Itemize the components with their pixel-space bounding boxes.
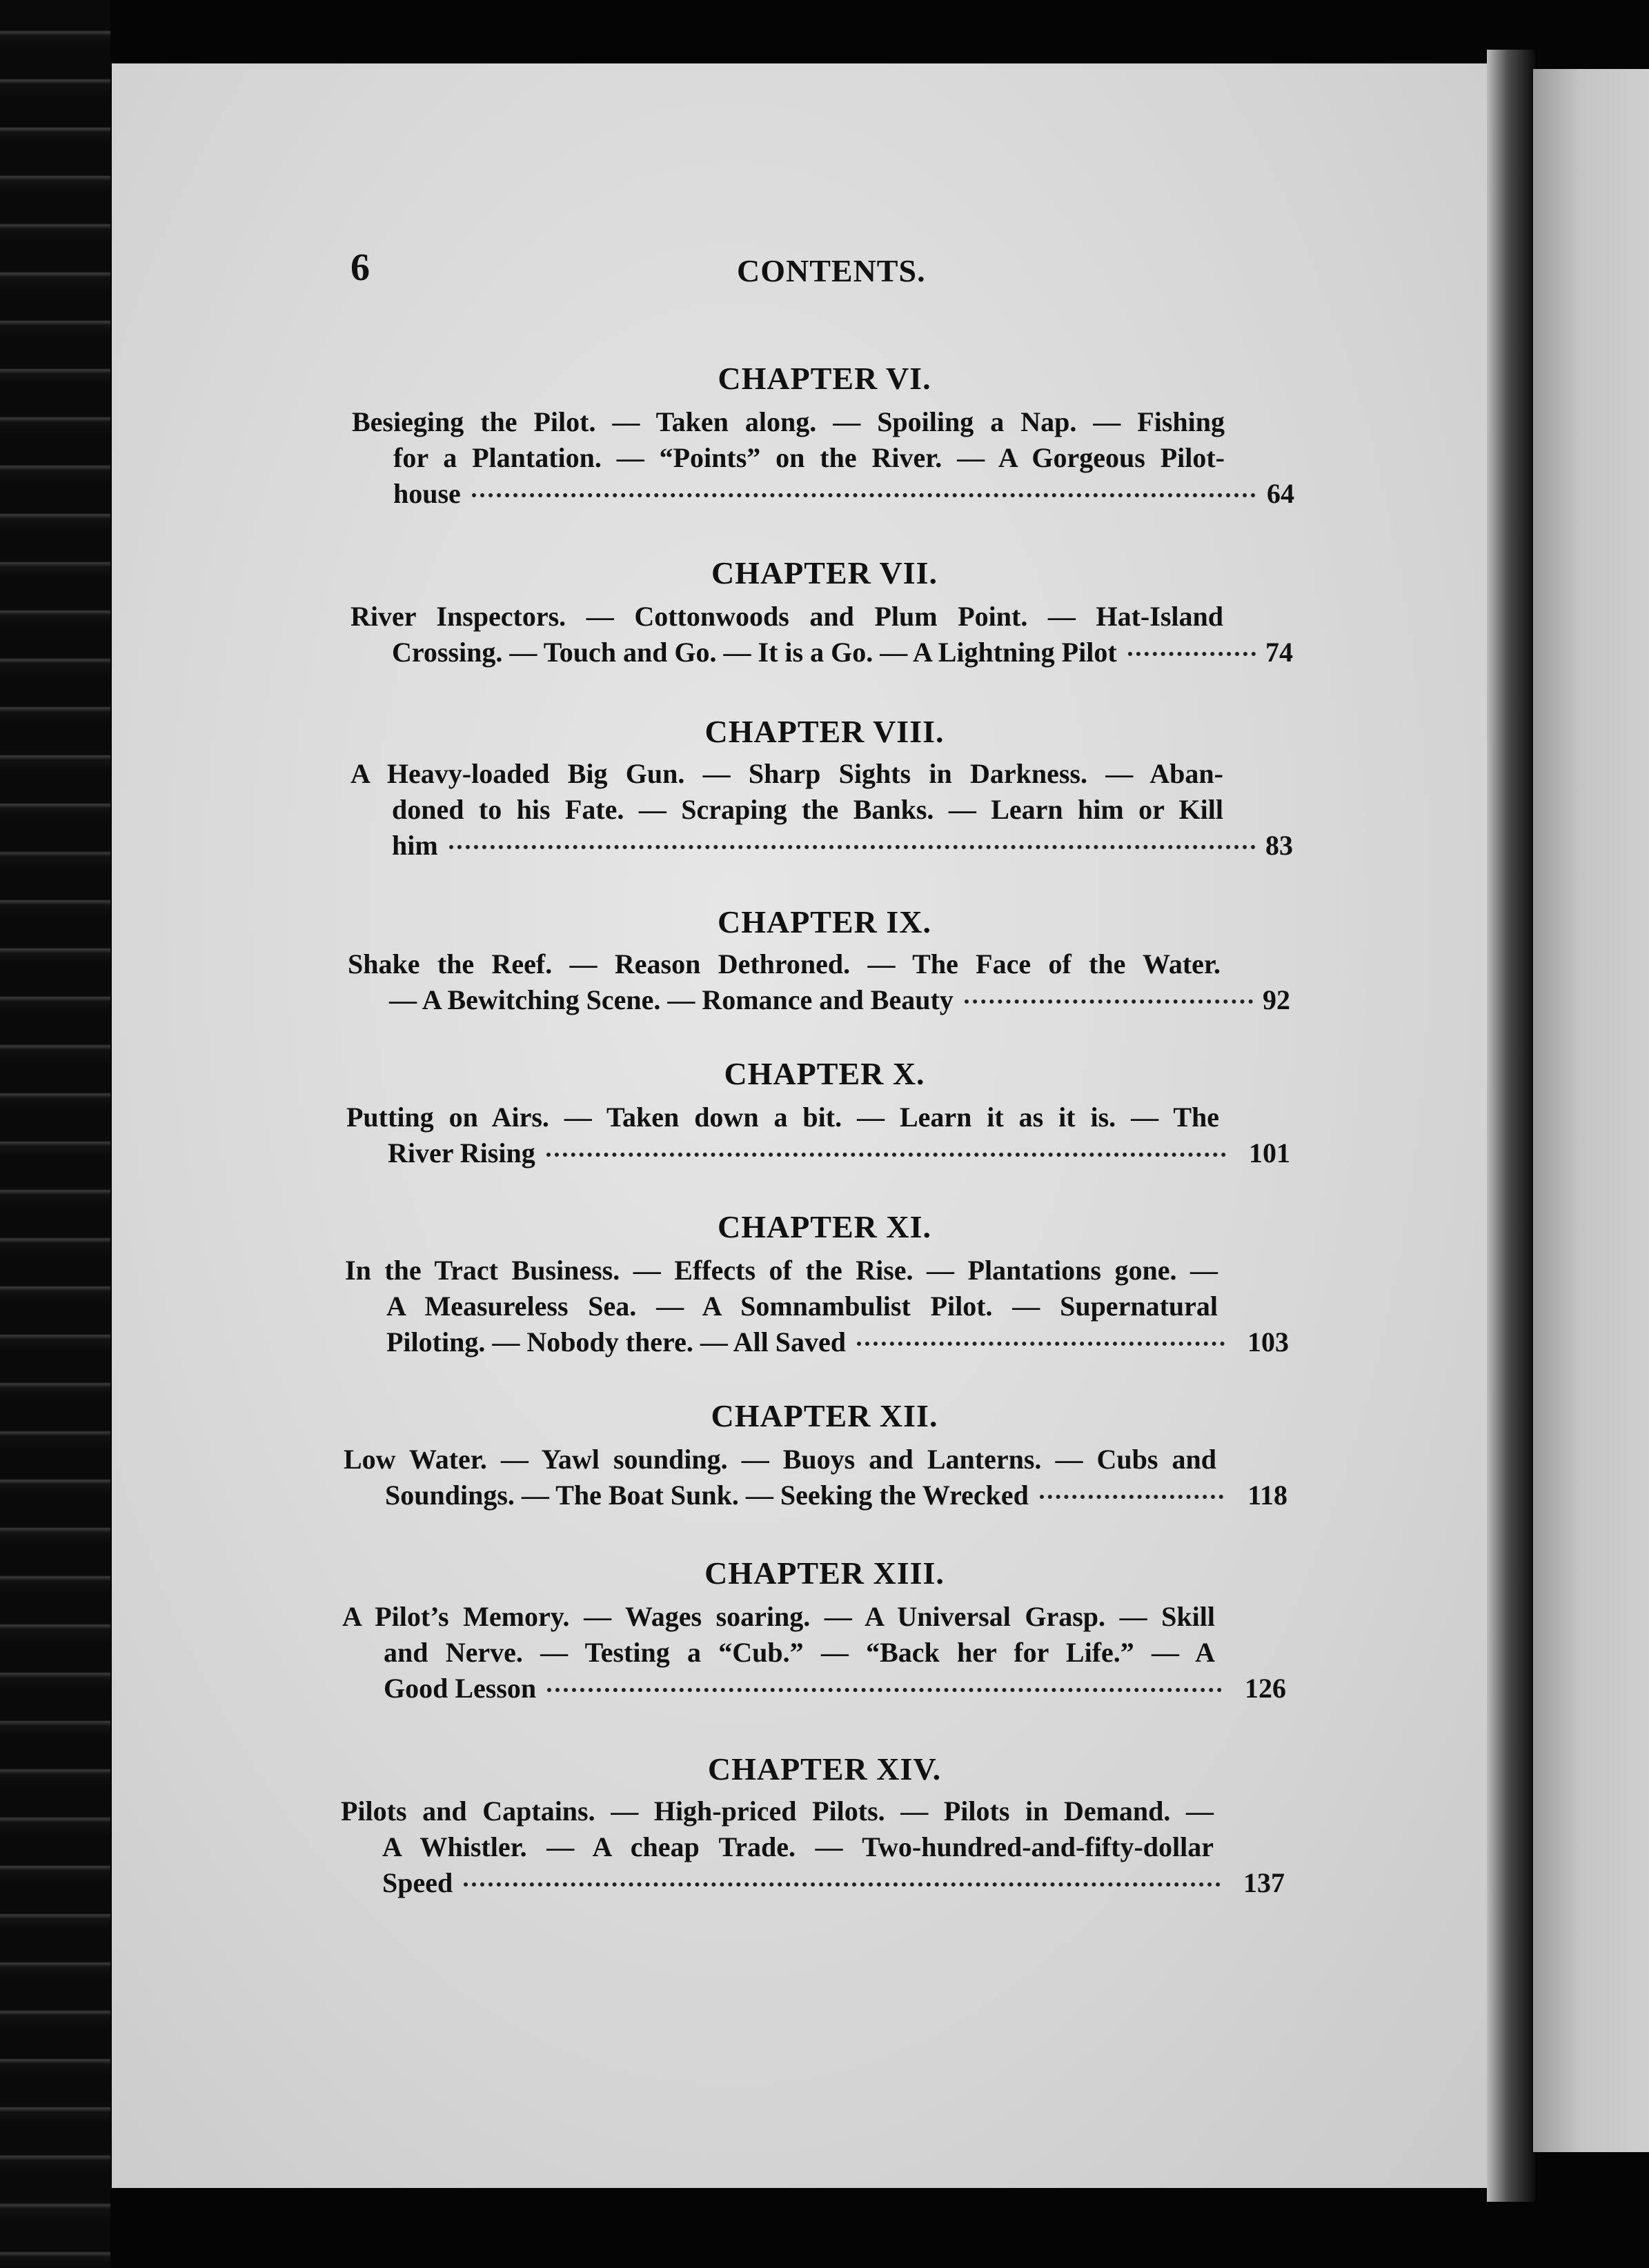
dot-leader [547,1688,1222,1692]
toc-line: Good Lesson [384,1673,537,1704]
toc-line: In the Tract Business. — Effects of the Rise. — Plantations gone. — [345,1255,1218,1286]
toc-line-last [389,984,1260,1016]
toc-line-last [382,1867,1227,1899]
toc-page-number: 103 [1247,1326,1289,1357]
toc-line-last [385,1479,1230,1511]
toc-page-number: 118 [1247,1480,1287,1511]
toc-line: him [392,830,438,861]
chapter-heading: CHAPTER XIV. [707,1751,942,1787]
toc-line: A Whistler. — A cheap Trade. — Two-hundred-and-fifty-dollar [382,1831,1214,1862]
toc-line: Soundings. — The Boat Sunk. — Seeking the Wrecked [385,1480,1029,1511]
chapter-heading: CHAPTER VI. [718,361,931,396]
chapter-heading: CHAPTER X. [724,1056,925,1091]
toc-entry [345,1254,1218,1364]
book-spine-edge [0,0,110,2268]
toc-line: Besieging the Pilot. — Taken along. — Spoiling a Nap. — Fishing [352,406,1225,437]
toc-page-number: 92 [1263,984,1290,1015]
dot-leader [472,493,1256,497]
toc-page-number: 83 [1265,830,1293,861]
toc-line: Pilots and Captains. — High-priced Pilots. — Pilots in Demand. — [341,1796,1214,1827]
toc-line: A Heavy-loaded Big Gun. — Sharp Sights in Darkness. — Aban- [350,758,1223,789]
toc-line: A Pilot’s Memory. — Wages soaring. — A Universal Grasp. — Skill [342,1601,1215,1632]
dot-leader [546,1153,1226,1157]
toc-line: Piloting. — Nobody there. — All Saved [386,1326,846,1357]
chapter-heading: CHAPTER VII. [711,555,938,590]
toc-line: house [393,478,461,509]
toc-line-last [384,1672,1229,1704]
dot-leader [449,845,1256,849]
toc-entry [348,948,1221,1024]
toc-line-last [393,477,1263,510]
dot-leader [1040,1495,1223,1499]
toc-line: Shake the Reef. — Reason Dethroned. — The Face of the Water. [348,948,1221,979]
toc-entry [342,1600,1215,1711]
chapter-heading: CHAPTER XIII. [704,1555,945,1591]
dot-leader [857,1342,1225,1346]
toc-line: River Inspectors. — Cottonwoods and Plum Point. — Hat-Island [350,601,1223,632]
toc-entry [350,757,1223,868]
toc-line: Crossing. — Touch and Go. — It is a Go. — A Lightning Pilot [392,637,1117,668]
toc-line: A Measureless Sea. — A Somnambulist Pilot. — Supernatural [386,1291,1218,1322]
toc-line: and Nerve. — Testing a “Cub.” — “Back her for Life.” — A [384,1637,1215,1668]
toc-line: Speed [382,1867,453,1898]
toc-line: River Rising [388,1137,535,1168]
dot-leader [464,1882,1221,1887]
page-number: 6 [350,246,370,289]
chapter-heading: CHAPTER XI. [717,1209,932,1244]
toc-page-number: 137 [1243,1867,1285,1898]
chapter-heading: CHAPTER VIII. [704,714,945,749]
toc-page-number: 74 [1265,637,1293,668]
running-title: CONTENTS. [737,253,926,288]
toc-line-last [386,1326,1232,1358]
toc-line: Low Water. — Yawl sounding. — Buoys and Lanterns. — Cubs and [344,1444,1216,1475]
toc-line-last [392,636,1263,668]
toc-line-last [392,829,1263,862]
toc-page-number: 101 [1249,1137,1290,1168]
toc-page-number: 126 [1245,1673,1286,1704]
toc-entry [341,1795,1214,1905]
toc-entry [352,406,1225,516]
toc-line: doned to his Fate. — Scraping the Banks. — Learn him or Kill [392,794,1223,825]
toc-page-number: 64 [1267,478,1294,509]
toc-entry [350,600,1223,676]
toc-line: Putting on Airs. — Taken down a bit. — Learn it as it is. — The [346,1102,1219,1133]
toc-line-last [388,1137,1233,1169]
toc-line: for a Plantation. — “Points” on the River. — A Gorgeous Pilot- [393,442,1225,473]
chapter-heading: CHAPTER IX. [717,904,932,939]
toc-line: — A Bewitching Scene. — Romance and Beauty [389,984,954,1015]
chapter-heading: CHAPTER XII. [711,1398,938,1433]
toc-entry [346,1101,1219,1177]
toc-entry [344,1443,1216,1519]
